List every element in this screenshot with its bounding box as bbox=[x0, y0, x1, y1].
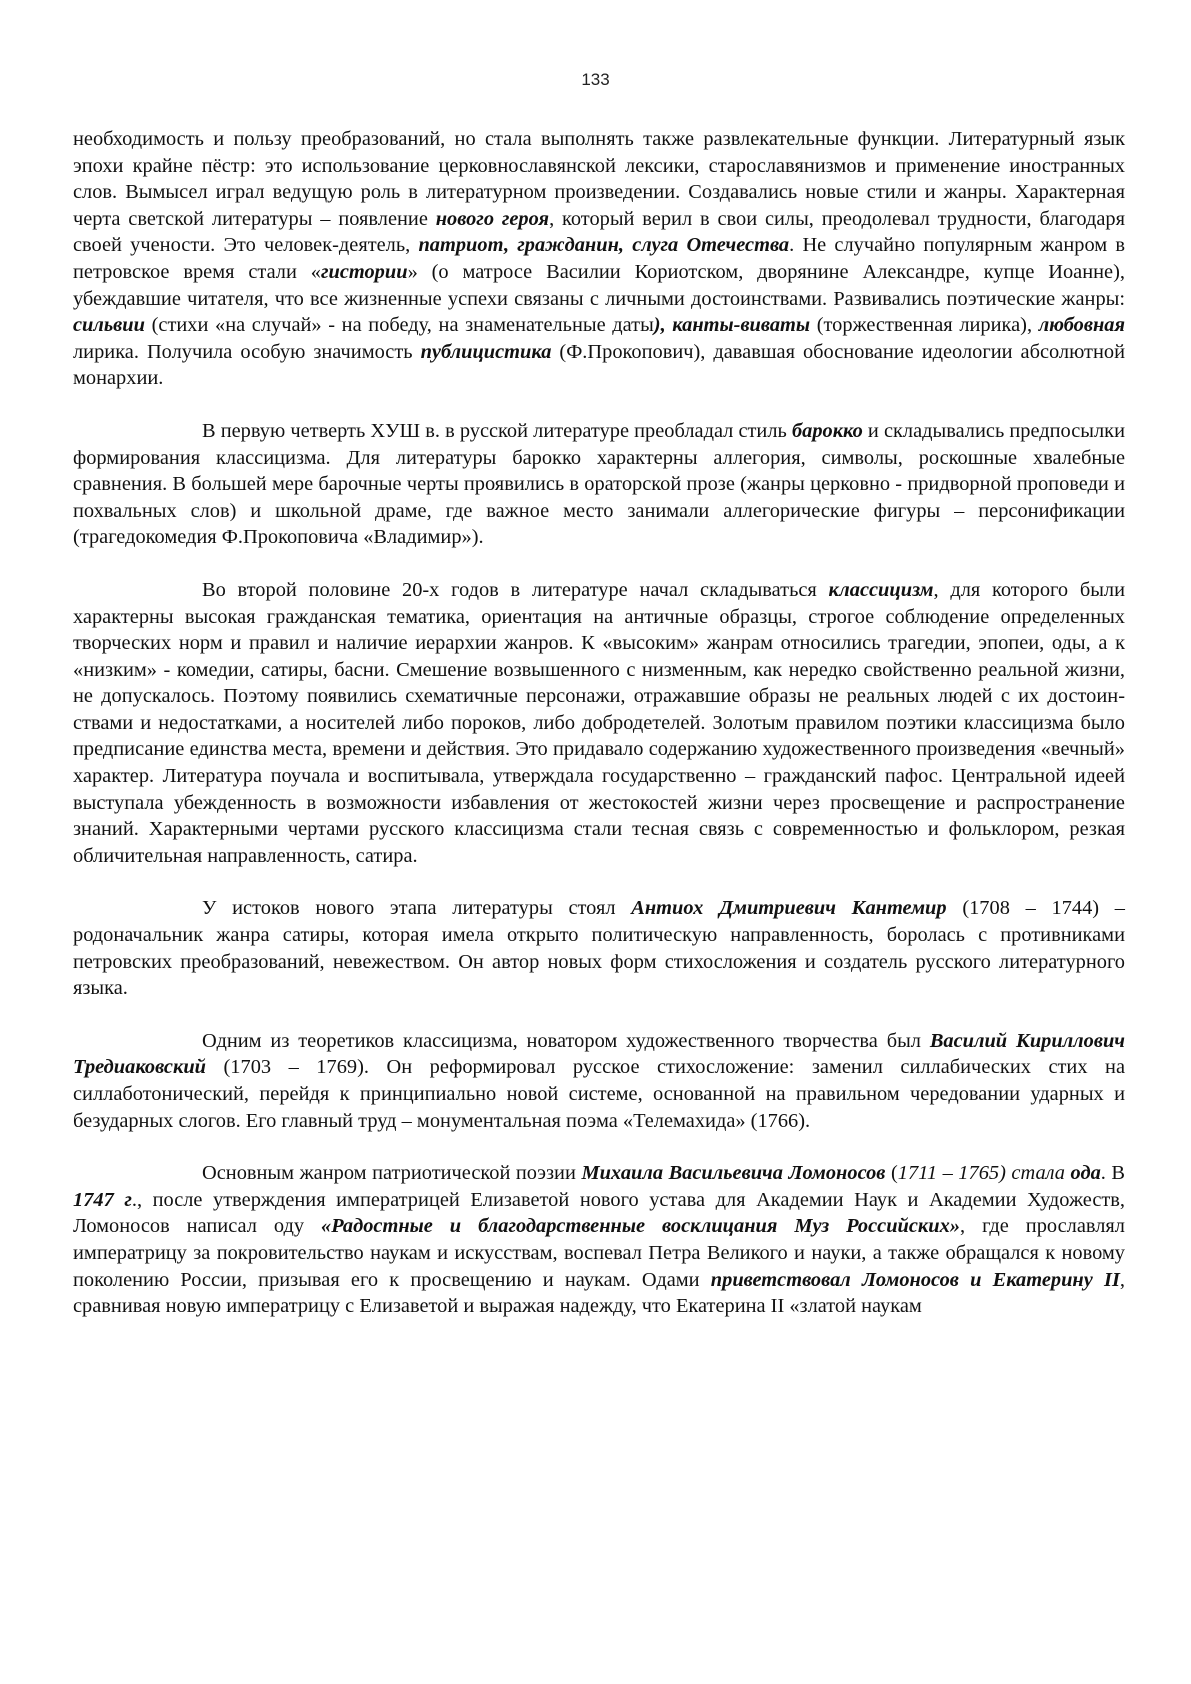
paragraph-gap bbox=[73, 1134, 1125, 1160]
emphasis-italic: 1711 – 1765) стала bbox=[897, 1162, 1065, 1185]
emphasis-bold-italic: ода bbox=[1070, 1162, 1101, 1185]
document-body bbox=[73, 126, 1125, 1320]
emphasis-bold-italic: Михаила Васильевича Ломоносов bbox=[581, 1162, 886, 1185]
text-run: (стихи «на случай» - на победу, на знаменательные даты bbox=[144, 314, 654, 337]
text-run: и складывались предпосылки формирования классицизма. Для литературы барокко характерны аллегория, символы, роскошные хвалебные сравнения. В большей мере барочные черты проявились в ораторской прозе (жанры церковно - придворной проповеди и похвальных слов) и школьной драме, где важное место занимали аллегорические фигуры – персонификации (трагедокомедия Ф.Прокоповича «Владимир»). bbox=[73, 419, 1125, 549]
paragraph-2-baroque bbox=[73, 418, 1125, 551]
text-run: лирика. Получила особую значимость bbox=[73, 340, 421, 363]
paragraph-gap bbox=[73, 392, 1125, 418]
text-run: . Не случайно популярным жанром в петровское время стали « bbox=[73, 234, 1125, 283]
paragraph-gap bbox=[73, 869, 1125, 895]
text-run: (1708 – 1744) – родоначальник жанра сатиры, которая имела открыто политическую направленность, боролась с противниками петровских преобразований, невежеством. Он автор новых форм стихосложения и создатель русского литературного языка. bbox=[73, 897, 1125, 1000]
emphasis-bold-italic: приветствовал Ломоносов и Екатерину II bbox=[710, 1268, 1120, 1291]
emphasis-bold-italic: публицистика bbox=[420, 340, 552, 363]
text-run: Основным жанром патриотической поэзии bbox=[202, 1162, 582, 1185]
emphasis-bold-italic: ), канты-виваты bbox=[653, 314, 811, 337]
text-run: Во второй половине 20-х годов в литературе начал складываться bbox=[202, 578, 829, 601]
paragraph-1 bbox=[73, 126, 1125, 392]
paragraph-5-trediakovsky bbox=[73, 1028, 1125, 1134]
emphasis-bold-italic: сильвии bbox=[73, 314, 145, 337]
text-run: Одним из теоретиков классицизма, новатором художественного творчества был bbox=[202, 1029, 930, 1052]
emphasis-bold-italic: Антиох Дмитриевич Кантемир bbox=[631, 897, 947, 920]
text-run: У истоков нового этапа литературы стоял bbox=[202, 897, 632, 920]
emphasis-bold-italic: гистории bbox=[320, 260, 408, 283]
emphasis-bold-italic: 1747 г bbox=[73, 1188, 132, 1211]
emphasis-bold-italic: Василий Кириллович Тредиаковский bbox=[73, 1029, 1125, 1079]
text-run: ( bbox=[885, 1162, 898, 1185]
paragraph-gap bbox=[73, 1002, 1125, 1028]
text-run: , сравнивая новую императрицу с Елизаветой и выражая надежду, что Екатерина II «златой наукам bbox=[73, 1268, 1125, 1318]
text-run: (1703 – 1769). Он реформировал русское стихосложение: заменил силлабических стих на силлаботонический, перейдя к принципиально новой системе, основанной на правильном чередовании ударных и безударных слогов. Его главный труд – монументальная поэма «Телемахида» (1766). bbox=[73, 1056, 1125, 1132]
text-run: (Ф.Прокопович), дававшая обоснование идеологии абсолютной монархии. bbox=[73, 340, 1125, 390]
paragraph-3-classicism bbox=[73, 577, 1125, 870]
emphasis-bold-italic: любовная bbox=[1038, 314, 1125, 337]
text-run: » (о матросе Василии Кориотском, дворянине Александре, купце Иоанне), убеждавшие читателя, что все жизненные успехи связаны с личными достоинствами. Развивались поэтические жанры: bbox=[73, 260, 1125, 310]
text-run: , для которого были характерны высокая гражданская тематика, ориентация на античные образцы, строгое соблюдение определенных творческих норм и правил и наличие иерархии жанров. К «высоким» жанрам относились трагедии, эпопеи, оды, а к «низким» - комедии, сатиры, басни. Смешение возвышенного с низменным, как нередко свойственно реальной жизни, не допускалось. Поэтому появились схематичные персонажи, отражавшие образы не реальных людей с их достоин-ствами и недостатками, а носителей либо пороков, либо добродетелей. Золотым правилом поэтики классицизма было предписание единства места, времени и действия. Это придавало содержанию художественного произведения «вечный» характер. Литература поучала и воспитывала, утверждала государственно – гражданский пафос. Центральной идеей выступала убежденность в возможности избавления от жестокостей жизни через просвещение и распространение знаний. Характерными чертами русского классицизма стали тесная связь с современностью и фольклором, резкая обличительная направленность, сатира. bbox=[73, 578, 1125, 867]
page-number: 133 bbox=[581, 70, 610, 89]
text-run: ., после утверждения императрицей Елизаветой нового устава для Академии Наук и Академии Художеств, Ломоносов написал оду bbox=[73, 1188, 1126, 1238]
text-run: (торжественная лирика), bbox=[810, 314, 1039, 337]
emphasis-bold-italic: барокко bbox=[791, 419, 863, 442]
emphasis-bold-italic: классицизм bbox=[828, 578, 934, 601]
paragraph-4-kantemir bbox=[73, 895, 1125, 1001]
paragraph-6-lomonosov bbox=[73, 1160, 1125, 1320]
emphasis-bold-italic: «Радостные и благодарственные восклицания Муз Российских» bbox=[321, 1215, 960, 1238]
text-run: , где прославлял императрицу за покровительство наукам и искусствам, воспевал Петра Великого и науки, а также обращался к новому поколению России, призывая его к просвещению и наукам. Одами bbox=[73, 1215, 1125, 1291]
paragraph-gap bbox=[73, 551, 1125, 577]
emphasis-bold-italic: патриот, гражданин, слуга Отечества bbox=[418, 234, 790, 257]
text-run: В первую четверть ХУШ в. в русской литературе преобладал стиль bbox=[202, 419, 792, 442]
emphasis-bold-italic: нового героя bbox=[435, 207, 550, 230]
text-run: необходимость и пользу преобразований, но стала выполнять также развлекательные функции. Литературный язык эпохи крайне пёстр: это использование церковнославянской лексики, старославянизмов и применение иностранных слов. Вымысел играл ведущую роль в литературном произведении. Создавались новые стили и жанры. Характерная черта светской литературы – появление bbox=[73, 128, 1125, 230]
text-run: . В bbox=[1100, 1162, 1126, 1185]
text-run: , который верил в свои силы, преодолевал трудности, благодаря своей учености. Это человек-деятель, bbox=[73, 207, 1125, 257]
